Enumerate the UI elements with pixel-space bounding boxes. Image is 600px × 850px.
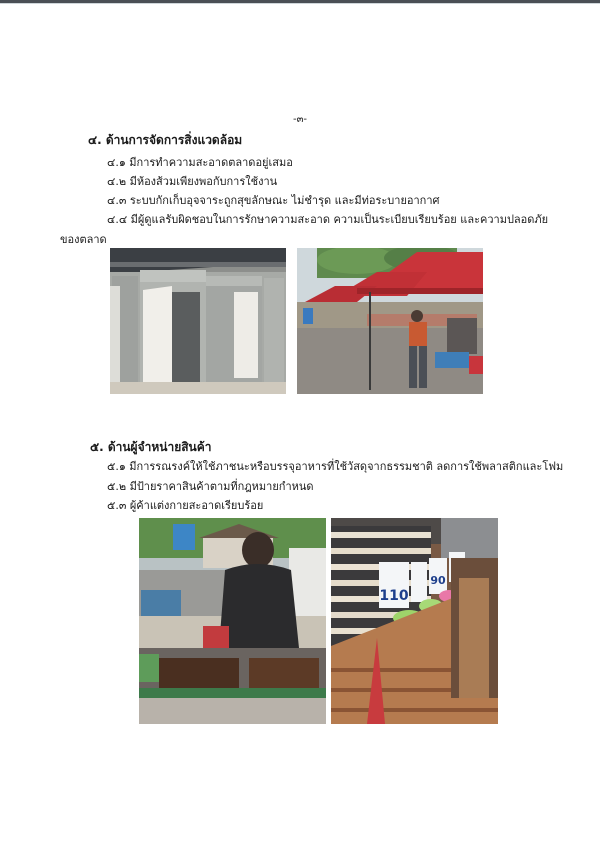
page-number: -๓-	[292, 114, 308, 125]
section-4-item-3: ๔.๓ ระบบกักเก็บอุจจาระถูกสุขลักษณะ ไม่ชำรุด และมีท่อระบายอากาศ	[107, 194, 440, 207]
section-5-item-2: ๕.๒ มีป้ายราคาสินค้าตามที่กฎหมายกำหนด	[107, 480, 314, 493]
section-5-item-1: ๕.๑ มีการรณรงค์ให้ใช้ภาชนะหรือบรรจุอาหารที่ใช้วัสดุจากธรรมชาติ ลดการใช้พลาสติกและโฟม	[107, 460, 564, 473]
section-4-item-4-continued: ของตลาด	[60, 233, 107, 246]
photo-market-tents	[297, 248, 483, 394]
photo-eggs-price-signs	[331, 518, 498, 724]
section-4-item-1: ๔.๑ มีการทำความสะอาดตลาดอยู่เสมอ	[107, 156, 293, 169]
section-5-heading: ๕. ด้านผู้จำหน่ายสินค้า	[90, 440, 212, 454]
section-4-heading: ๔. ด้านการจัดการสิ่งแวดล้อม	[88, 133, 243, 147]
price-sign-110: 110	[379, 588, 409, 604]
photo-food-vendor	[139, 518, 326, 724]
scan-edge-line	[0, 3, 600, 4]
price-sign-90: 90	[430, 574, 446, 587]
section-4-item-2: ๔.๒ มีห้องส้วมเพียงพอกับการใช้งาน	[107, 175, 278, 188]
section-5-item-3: ๕.๓ ผู้ค้าแต่งกายสะอาดเรียบร้อย	[107, 499, 264, 512]
photo-toilets	[110, 248, 286, 394]
section-4-item-4: ๔.๔ มีผู้ดูแลรับผิดชอบในการรักษาความสะอาด ความเป็นระเบียบเรียบร้อย และความปลอดภัย	[107, 213, 549, 226]
